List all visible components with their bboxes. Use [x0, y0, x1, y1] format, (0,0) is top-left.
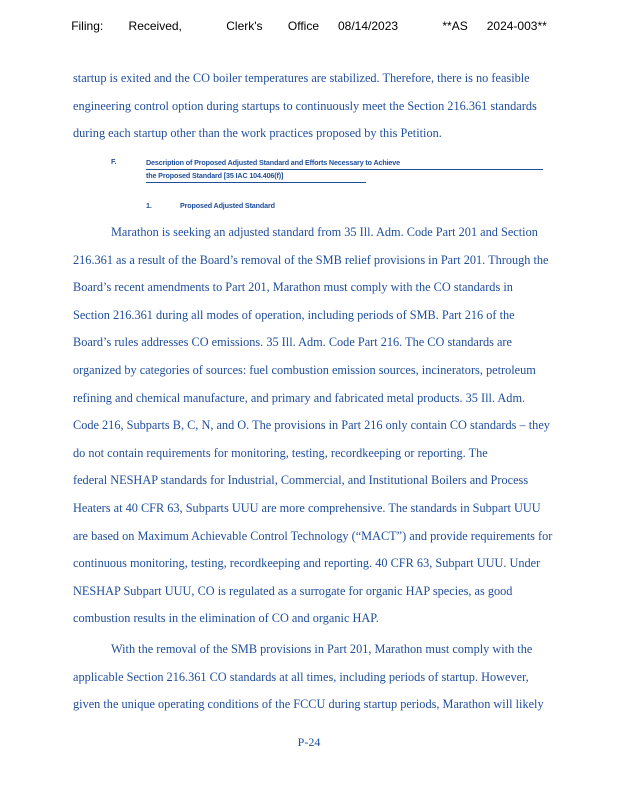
section-title — [146, 157, 543, 183]
subsection-title: Proposed Adjusted Standard — [180, 201, 275, 210]
text-line: Board’s rules addresses CO emissions. 35 Ill. Adm. Code Part 216. The CO standards are — [73, 335, 512, 350]
text-line: engineering control option during startups to continuously meet the Section 216.361 standards — [73, 98, 537, 113]
text-line: federal NESHAP standards for Industrial, Commercial, and Institutional Boilers and Process — [73, 473, 529, 488]
section-title-line2: the Proposed Standard [35 IAC 104.406(f)] — [146, 170, 366, 183]
text-line: refining and chemical manufacture, and primary and fabricated metal products. 35 Ill. Adm. — [73, 390, 526, 405]
text-line: NESHAP Subpart UUU, CO is regulated as a surrogate for organic HAP species, as good — [73, 583, 513, 598]
subsection-number: 1. — [146, 201, 152, 210]
text-line: do not contain requirements for monitoring, testing, recordkeeping or reporting. The — [73, 445, 488, 460]
text-line: combustion results in the elimination of CO and organic HAP. — [73, 611, 379, 626]
top-paragraph — [73, 65, 605, 148]
text-line: Heaters at 40 CFR 63, Subparts UUU are more comprehensive. The standards in Subpart UUU — [73, 500, 541, 515]
text-line: startup is exited and the CO boiler temperatures are stabilized. Therefore, there is no feasible — [73, 71, 530, 85]
filing-header: Filing: Received, Clerk's Office 08/14/2023 **AS 2024-003** — [71, 19, 547, 33]
text-line: With the removal of the SMB provisions in Part 201, Marathon must comply with the — [111, 642, 533, 656]
text-line: are based on Maximum Achievable Control Technology (“MACT”) and provide requirements for — [73, 528, 553, 543]
text-line: given the unique operating conditions of the FCCU during startup periods, Marathon will likely — [73, 697, 544, 712]
text-line: organized by categories of sources: fuel combustion emission sources, incinerators, petroleum — [73, 362, 536, 377]
section-title-line1: Description of Proposed Adjusted Standard and Efforts Necessary to Achieve — [146, 157, 543, 170]
section-number: F. — [111, 157, 117, 166]
page-number: P-24 — [297, 735, 321, 749]
text-line: continuous monitoring, testing, recordkeeping and reporting. 40 CFR 63, Subpart UUU. Under — [73, 556, 541, 571]
paragraph-2 — [73, 636, 605, 719]
paragraph-1 — [73, 219, 605, 633]
text-line: Marathon is seeking an adjusted standard from 35 Ill. Adm. Code Part 201 and Section — [111, 225, 538, 239]
text-line: applicable Section 216.361 CO standards at all times, including periods of startup. However, — [73, 669, 529, 684]
text-line: during each startup other than the work practices proposed by this Petition. — [73, 126, 442, 141]
text-line: 216.361 as a result of the Board’s removal of the SMB relief provisions in Part 201. Through the — [73, 252, 549, 267]
text-line: Board’s recent amendments to Part 201, Marathon must comply with the CO standards in — [73, 280, 513, 295]
text-line: Code 216, Subparts B, C, N, and O. The provisions in Part 216 only contain CO standards – they — [73, 418, 550, 433]
text-line: Section 216.361 during all modes of operation, including periods of SMB. Part 216 of the — [73, 307, 515, 322]
